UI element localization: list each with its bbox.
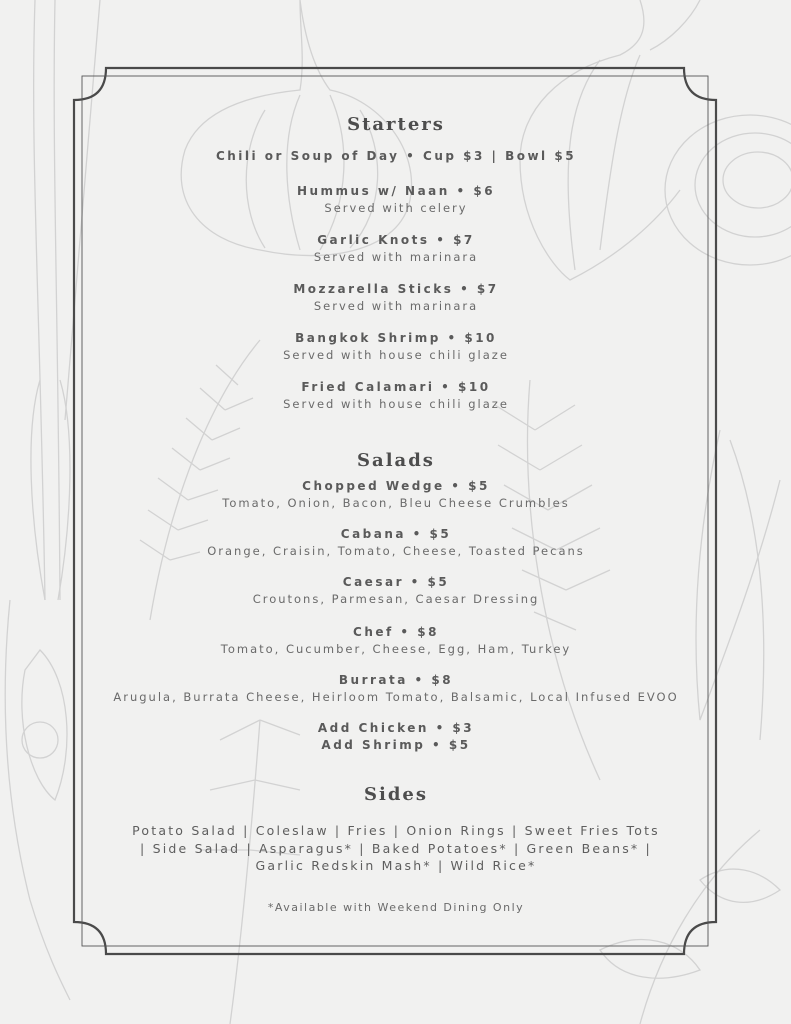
item-name: Caesar • $5 xyxy=(342,575,450,589)
item-description: Tomato, Onion, Bacon, Bleu Cheese Crumbles xyxy=(222,496,570,510)
item-name: Cabana • $5 xyxy=(340,527,452,541)
menu-item xyxy=(92,379,700,412)
menu-item xyxy=(92,672,700,705)
salads-section xyxy=(92,446,700,754)
item-description: Served with house chili glaze xyxy=(283,397,509,411)
item-name: Chili or Soup of Day • Cup $3 | Bowl $5 xyxy=(215,149,577,163)
salads-title: Salads xyxy=(357,450,435,471)
starters-section xyxy=(92,110,700,412)
menu-item xyxy=(92,624,700,657)
weekend-note: *Available with Weekend Dining Only xyxy=(267,900,525,914)
item-description: Served with house chili glaze xyxy=(283,348,509,362)
menu-item xyxy=(92,574,700,607)
item-name: Fried Calamari • $10 xyxy=(301,380,491,394)
menu-item xyxy=(92,148,700,165)
menu-item xyxy=(92,330,700,363)
item-description: Served with celery xyxy=(324,201,468,215)
menu-item xyxy=(92,478,700,511)
starters-title: Starters xyxy=(347,114,445,135)
item-name: Garlic Knots • $7 xyxy=(317,233,475,247)
salad-addons xyxy=(92,720,700,754)
item-name: Bangkok Shrimp • $10 xyxy=(295,331,497,345)
menu-item xyxy=(92,232,700,265)
item-description: Orange, Craisin, Tomato, Cheese, Toasted Pecans xyxy=(207,544,585,558)
item-name: Mozzarella Sticks • $7 xyxy=(293,282,499,296)
addon-shrimp: Add Shrimp • $5 xyxy=(321,738,471,752)
item-name: Chef • $8 xyxy=(353,625,439,639)
item-description: Tomato, Cucumber, Cheese, Egg, Ham, Turkey xyxy=(220,642,572,656)
sides-list: Potato Salad | Coleslaw | Fries | Onion Rings | Sweet Fries Tots | Side Salad | Asparagus* | Baked Potatoes* | Green Beans* | Garlic Redskin Mash* | Wild Rice* xyxy=(132,823,660,873)
sides-section xyxy=(92,780,700,916)
item-description: Served with marinara xyxy=(313,250,479,264)
item-name: Burrata • $8 xyxy=(338,673,454,687)
item-description: Arugula, Burrata Cheese, Heirloom Tomato, Balsamic, Local Infused EVOO xyxy=(113,690,679,704)
menu-item xyxy=(92,526,700,559)
menu-content xyxy=(92,110,700,916)
item-description: Served with marinara xyxy=(313,299,479,313)
item-name: Chopped Wedge • $5 xyxy=(302,479,490,493)
item-description: Croutons, Parmesan, Caesar Dressing xyxy=(252,592,540,606)
addon-chicken: Add Chicken • $3 xyxy=(317,721,475,735)
sides-title: Sides xyxy=(363,784,428,805)
menu-item xyxy=(92,281,700,314)
menu-item xyxy=(92,183,700,216)
item-name: Hummus w/ Naan • $6 xyxy=(296,184,496,198)
